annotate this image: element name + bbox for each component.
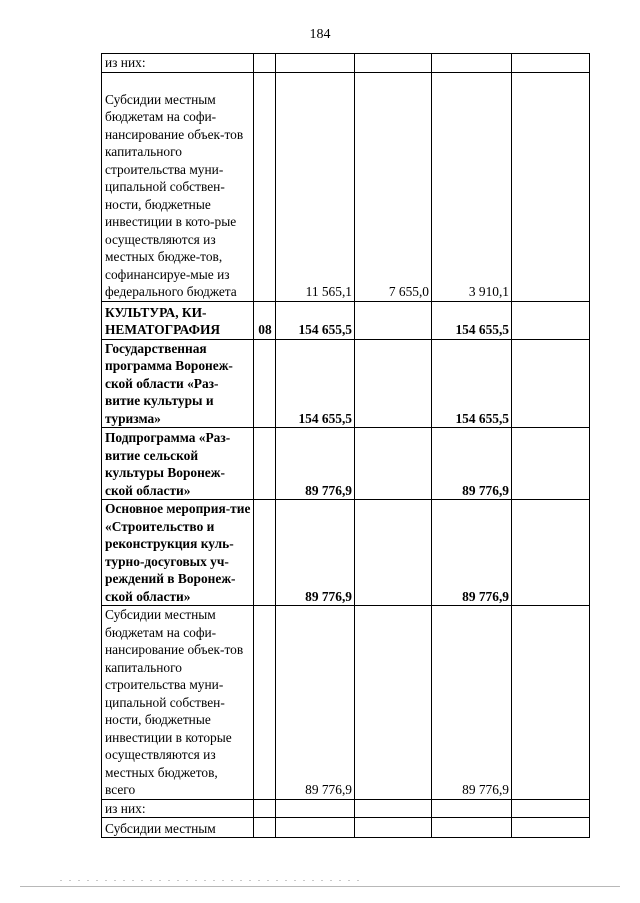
cell-section-code: 08 <box>254 301 276 339</box>
cell-name: Субсидии местным <box>102 818 254 838</box>
table-row <box>102 428 590 500</box>
budget-table <box>101 53 590 838</box>
cell-other-amount <box>512 72 590 301</box>
cell-section-code <box>254 799 276 818</box>
cell-regional-amount: 89 776,9 <box>432 606 512 800</box>
table-row <box>102 799 590 818</box>
cell-other-amount <box>512 818 590 838</box>
cell-other-amount <box>512 54 590 73</box>
cell-name: КУЛЬТУРА, КИ-НЕМАТОГРАФИЯ <box>102 301 254 339</box>
cell-name: из них: <box>102 54 254 73</box>
cell-regional-amount: 89 776,9 <box>432 500 512 606</box>
cell-name: из них: <box>102 799 254 818</box>
cell-section-code <box>254 500 276 606</box>
cell-name: Основное мероприя-тие «Строительство и реконструкция куль-турно-досуговых уч-реждений в Воронеж-ской области» <box>102 500 254 606</box>
budget-table-body <box>102 54 590 838</box>
cell-other-amount <box>512 428 590 500</box>
cell-section-code <box>254 72 276 301</box>
cell-section-code <box>254 54 276 73</box>
cell-regional-amount: 3 910,1 <box>432 72 512 301</box>
cell-federal-amount <box>355 500 432 606</box>
cell-name: Подпрограмма «Раз-витие сельской культуры Воронеж-ской области» <box>102 428 254 500</box>
table-row <box>102 339 590 428</box>
cell-other-amount <box>512 339 590 428</box>
cell-federal-amount <box>355 428 432 500</box>
cell-federal-amount <box>355 818 432 838</box>
cell-name: Государственная программа Воронеж-ской области «Раз-витие культуры и туризма» <box>102 339 254 428</box>
scan-artifact-line <box>20 886 620 887</box>
table-row <box>102 606 590 800</box>
cell-total-amount <box>276 799 355 818</box>
cell-other-amount <box>512 799 590 818</box>
cell-total-amount <box>276 54 355 73</box>
cell-regional-amount: 89 776,9 <box>432 428 512 500</box>
cell-regional-amount: 154 655,5 <box>432 301 512 339</box>
cell-other-amount <box>512 500 590 606</box>
cell-total-amount: 89 776,9 <box>276 428 355 500</box>
cell-federal-amount <box>355 606 432 800</box>
cell-total-amount: 154 655,5 <box>276 339 355 428</box>
cell-name: Субсидии местным бюджетам на софи-нансирование объек-тов капитального строительства муни-ципальной собствен-ности, бюджетные инвестиции в кото-рые осуществляются из местных бюдже-тов, софинансируе-мые из федерального бюджета <box>102 72 254 301</box>
cell-section-code <box>254 606 276 800</box>
page-number: 184 <box>309 27 331 42</box>
cell-section-code <box>254 818 276 838</box>
cell-section-code <box>254 428 276 500</box>
table-row <box>102 301 590 339</box>
cell-section-code <box>254 339 276 428</box>
scan-artifact-dots <box>60 880 360 881</box>
table-row <box>102 72 590 301</box>
cell-total-amount: 154 655,5 <box>276 301 355 339</box>
cell-federal-amount <box>355 301 432 339</box>
table-row <box>102 818 590 838</box>
cell-regional-amount <box>432 54 512 73</box>
cell-other-amount <box>512 301 590 339</box>
cell-federal-amount: 7 655,0 <box>355 72 432 301</box>
table-row <box>102 54 590 73</box>
cell-federal-amount <box>355 799 432 818</box>
cell-name: Субсидии местным бюджетам на софи-нансирование объек-тов капитального строительства муни-ципальной собствен-ности, бюджетные инвестиции в которые осуществляются из местных бюджетов, всего <box>102 606 254 800</box>
cell-total-amount: 11 565,1 <box>276 72 355 301</box>
cell-total-amount <box>276 818 355 838</box>
cell-federal-amount <box>355 54 432 73</box>
cell-total-amount: 89 776,9 <box>276 606 355 800</box>
cell-regional-amount <box>432 799 512 818</box>
table-row <box>102 500 590 606</box>
cell-federal-amount <box>355 339 432 428</box>
cell-regional-amount <box>432 818 512 838</box>
cell-regional-amount: 154 655,5 <box>432 339 512 428</box>
cell-total-amount: 89 776,9 <box>276 500 355 606</box>
cell-other-amount <box>512 606 590 800</box>
